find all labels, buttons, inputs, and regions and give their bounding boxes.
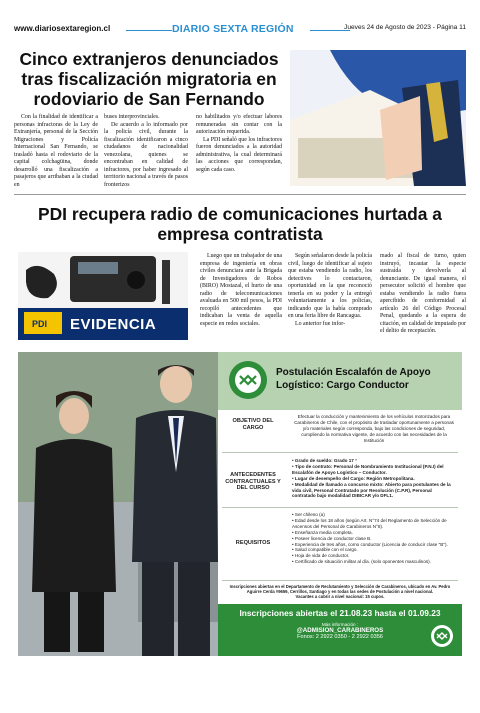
antecedents-list bbox=[292, 458, 456, 499]
carabineros-advertisement bbox=[18, 352, 462, 656]
poster-divider-3 bbox=[222, 580, 458, 581]
page-header bbox=[14, 24, 466, 38]
antecedent-item: • Modalidad de llamado a concurso mixto: Abierto para postulantes de la vida civil, Personal Contratado por Resolución (C.P.R), Personal contratado bajo modalidad DIBICAR y/o DFL1. bbox=[292, 481, 451, 499]
requirement-item: • Poseer licencia de conductor clase B. bbox=[292, 535, 372, 541]
requirement-item: • Experiencia de tres años, como conductor (Licencia de conducir clase "B"). bbox=[292, 541, 448, 547]
job-poster bbox=[218, 352, 462, 656]
requirement-item: • Certificado de situación militar al día. (solo oponentes masculinos). bbox=[292, 559, 431, 565]
more-info-label: Más información : bbox=[321, 622, 359, 627]
requirement-item: • Salud compatible con el cargo. bbox=[292, 547, 358, 553]
article1-col2-text-b: De acuerdo a lo informado por la policía civil, durante la fiscalización identificaron a cinco ciudadanos de nacionalidad venezolana, quienes se encontraban en calidad de infractores, por haber ingresado al territorio nacional a través de pasos fronterizos bbox=[104, 121, 188, 188]
inscriptions-text: Inscripciones abiertas el 21.08.23 hasta el 01.09.23 bbox=[239, 608, 441, 618]
requirements-label: REQUISITOS bbox=[235, 540, 271, 546]
social-handle[interactable]: @ADMISION_CARABINEROS bbox=[296, 627, 384, 634]
evidence-label: EVIDENCIA bbox=[70, 316, 157, 333]
requirement-item: • Enseñanza media completa. bbox=[292, 529, 353, 535]
site-url[interactable]: www.diariosextaregion.cl bbox=[14, 24, 111, 33]
poster-footer bbox=[218, 604, 462, 656]
passport-photo bbox=[290, 50, 466, 186]
objective-label: OBJETIVO DEL CARGO bbox=[232, 418, 274, 431]
article2-col2-text-b: Lo anterior fue infor- bbox=[295, 320, 346, 327]
poster-note bbox=[224, 584, 456, 600]
article2-col1-text: Luego que un trabajador de una empresa de ingeniería en obras civiles denunciara ante la Brigada de Investigadores de Robos (BIRO) Mostazal, el hurto de una radio de telecomunicaciones avaluada en 500 mil pesos, la PDI recopiló antecedentes que indicaban la venta de aquella especie en redes sociales. bbox=[200, 253, 282, 327]
requirements-list bbox=[292, 512, 456, 565]
article1-col1-text: Con la finalidad de identificar a personas infractoras de la Ley de Extranjería, personal de la Sección Migraciones y Policía Internacional San Fernando, se trasladó hasta el rodoviario de la capital colchagüina, donde desarrolló una fiscalización a pasajeros que arribaban a la ciudad en bbox=[14, 114, 98, 188]
poster-title bbox=[276, 366, 431, 392]
requirement-item: • Edad desde los 18 años (según Art. N°74 del Reglamento de Selección de Ascensos del Personal de Carabineros N°8). bbox=[292, 517, 447, 529]
carabineros-badge-icon bbox=[430, 624, 454, 648]
requirement-item: • Hoja de vida de conductor. bbox=[292, 553, 350, 559]
brand-name: DIARIO SEXTA REGIÓN bbox=[172, 23, 294, 35]
objective-text: Efectuar la conducción y mantenimiento de los vehículos motorizados para Carabineros de Chile, con el propósito de trasladar oportunamente a personas y/o materiales según corresponda, bajo las condiciones de seguridad, cumpliendo la normativa vigente, de acuerdo con las necesidades de la Institución bbox=[294, 414, 454, 443]
antecedents-label: ANTECEDENTES CONTRACTUALES Y DEL CURSO bbox=[225, 472, 281, 492]
header-rule-left bbox=[126, 30, 172, 31]
article2-title: PDI recupera radio de comunicaciones hurtada a empresa contratista bbox=[38, 204, 442, 244]
article1-col1 bbox=[14, 114, 98, 189]
evidence-photo bbox=[18, 252, 188, 340]
antecedent-item: • Grado de sueldo: Grado 17 ° bbox=[292, 458, 357, 463]
article1-title: Cinco extranjeros denunciados tras fiscalización migratoria en rodoviario de San Fernando bbox=[19, 49, 279, 109]
people-photo bbox=[18, 352, 218, 656]
poster-vacancies: Vacantes a cubrir a nivel nacional: 15 cupos. bbox=[295, 594, 385, 600]
article1-col3 bbox=[196, 114, 282, 174]
article2-col3-text: mado al fiscal de turno, quien instruyó, incautar la especie sustraída y devolverla al denunciante. De igual manera, el persecutor solicitó el hombre que estaba vendiendo la radio fuera apercibido de conformidad al artículo 26 del Código Procesal Penal, quedando a la espera de citación, en calidad de imputado por el delito de receptación. bbox=[380, 253, 466, 334]
poster-divider-1 bbox=[222, 452, 458, 453]
antecedent-item: • Tipo de contrato: Personal de Nombramiento Institucional (P.N.I) del Escalafón de Apoyo Logístico – Conductor. bbox=[292, 463, 444, 475]
article2-col3 bbox=[380, 253, 466, 336]
requirement-item: • Ser chileno (a) bbox=[292, 512, 325, 517]
article1-col2 bbox=[104, 114, 188, 189]
article2-col1 bbox=[200, 253, 282, 328]
poster-divider-2 bbox=[222, 507, 458, 508]
article1-col3-text-b: La PDI señaló que los infractores fueron denunciados a la autoridad administrativa, la cual determinará las acciones que correspondan, según cada caso. bbox=[196, 136, 282, 173]
antecedent-item: • Lugar de desempeño del Cargo: Región Metropolitana. bbox=[292, 475, 415, 481]
poster-title-line2: Logístico: Cargo Conductor bbox=[276, 380, 409, 391]
carabineros-seal-icon bbox=[228, 360, 268, 400]
article1-col2-text-a: buses interprovinciales. bbox=[104, 114, 160, 120]
article2-col2 bbox=[288, 253, 372, 328]
article1-col3-text-a: no habilitados y/o efectuar labores remuneradas sin contar con la autorización requerida. bbox=[196, 114, 282, 135]
article2-col2-text-a: Según señalaron desde la policía civil, luego de identificar al sujeto que estaba vendiendo la radio, los detectives lo contactaron, oportunidad en la que reconoció tenerla en su poder y la entregó voluntariamente a los policías, indicando que la había comprado en una feria libre de Rancagua. bbox=[288, 253, 372, 319]
poster-title-line1: Postulación Escalafón de Apoyo bbox=[276, 367, 431, 378]
contact-phones[interactable]: Fonos: 2 2922 0350 - 2 2922 0356 bbox=[297, 634, 383, 640]
svg-text:PDI: PDI bbox=[32, 319, 48, 329]
passport-illustration bbox=[290, 50, 466, 186]
poster-note-text: Inscripciones abiertas en el Departamento de Reclutamiento y Selección de Carabineros, ubicado en Av. Pedro Aguirre Cerda #9659, Cerrillos, Santiago y en todas las sedes de Postulación a nivel nacional. bbox=[229, 584, 451, 595]
contact-info bbox=[258, 622, 422, 640]
issue-date: Jueves 24 de Agosto de 2023 - Página 11 bbox=[344, 24, 466, 31]
article-separator bbox=[14, 194, 466, 195]
